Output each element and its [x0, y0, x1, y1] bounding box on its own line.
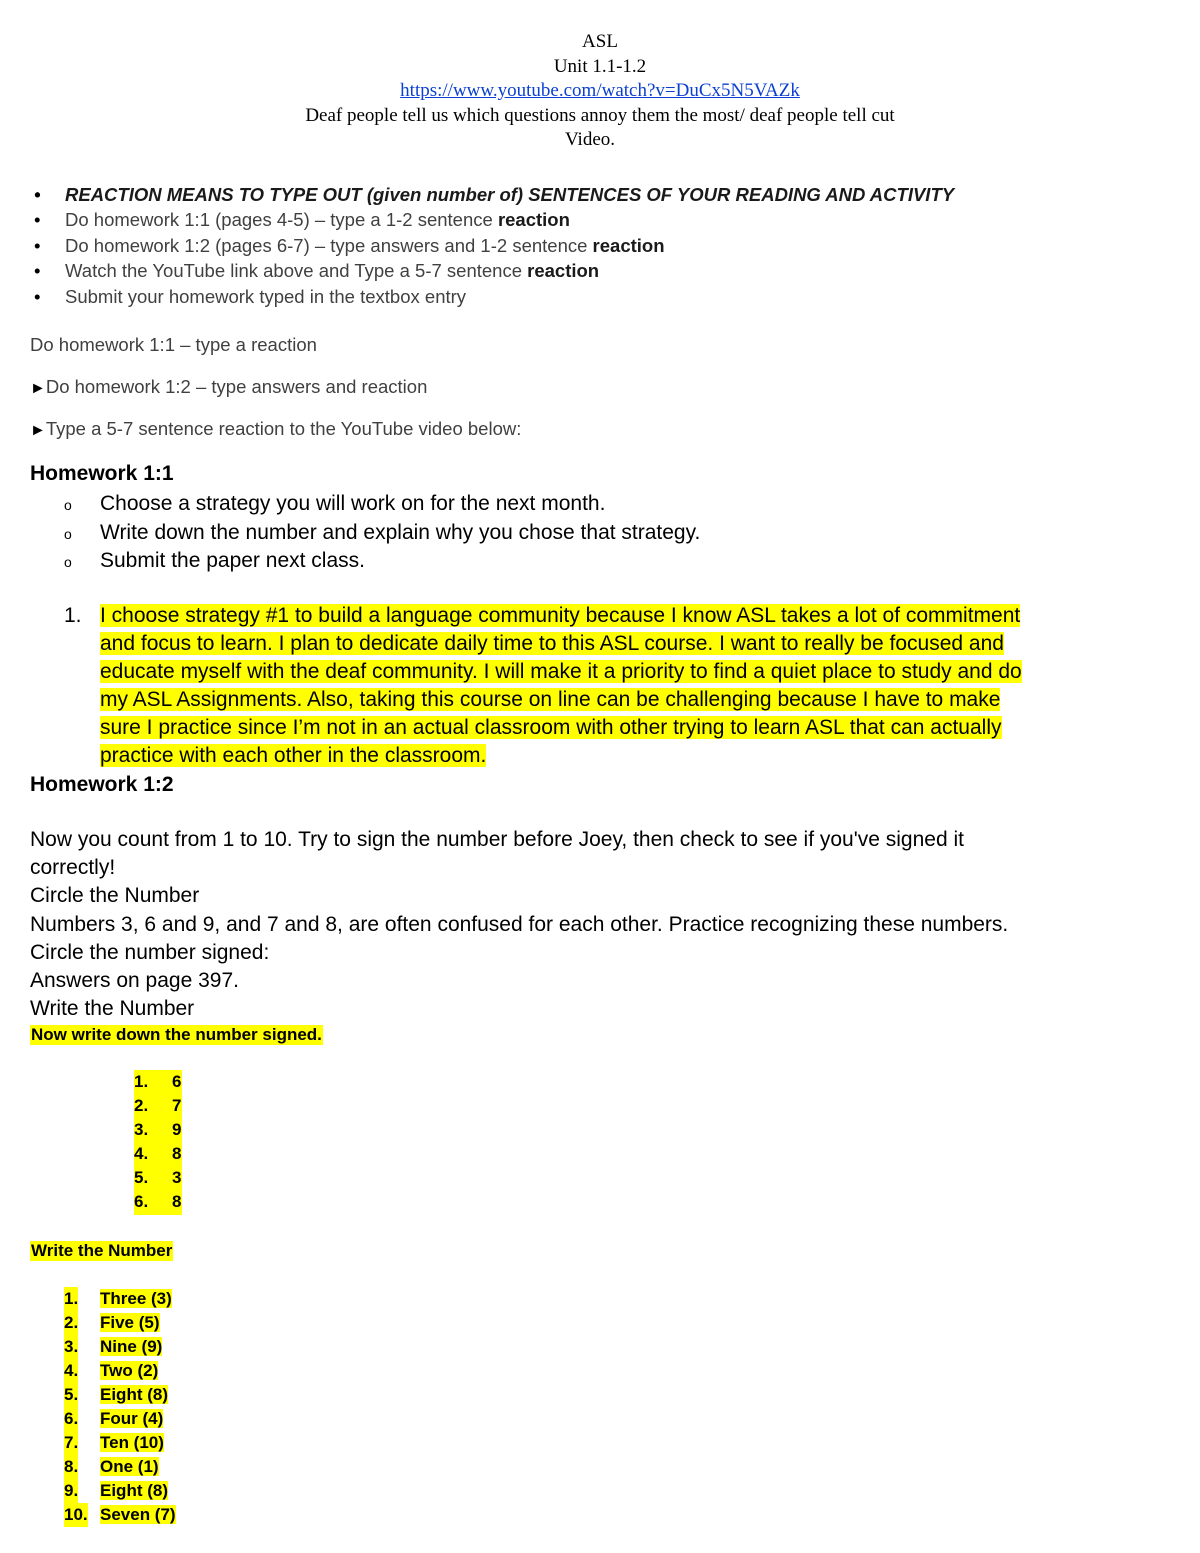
- youtube-link[interactable]: https://www.youtube.com/watch?v=DuCx5N5VAZk: [400, 80, 800, 101]
- list-item: 5. 3: [134, 1166, 182, 1190]
- video-description-cont: Video.: [564, 129, 616, 150]
- hw2-line: Now you count from 1 to 10. Try to sign the number before Joey, then check to see if you've signed it: [30, 828, 964, 851]
- list-item: 3. 9: [134, 1118, 182, 1142]
- homework-1-1-heading: Homework 1:1: [30, 462, 174, 485]
- instruction-list: [30, 182, 954, 309]
- answer-line: educate myself with the deaf community. I will make it a priority to find a quiet place to study and do: [100, 660, 1022, 683]
- document-title: ASL: [582, 31, 618, 52]
- instruction-item: • Submit your homework typed in the textbox entry: [34, 285, 467, 307]
- list-item: 4. Two (2): [64, 1359, 176, 1383]
- homework-1-2-heading: Homework 1:2: [30, 773, 174, 796]
- unit-label: Unit 1.1-1.2: [553, 55, 647, 77]
- list-item: o Choose a strategy you will work on for the next month.: [64, 492, 606, 515]
- hw2-line: Circle the number signed:: [30, 940, 270, 964]
- list-item: o Write down the number and explain why you chose that strategy.: [64, 520, 701, 544]
- list-item: 7. Ten (10): [64, 1431, 176, 1455]
- answer-line: my ASL Assignments. Also, taking this course on line can be challenging because I have to make: [100, 688, 1001, 711]
- instruction-item: • Do homework 1:1 (pages 4-5) – type a 1-2 sentence reaction: [34, 209, 570, 231]
- list-item: 3. Nine (9): [64, 1335, 176, 1359]
- list-item: 2. 7: [134, 1094, 182, 1118]
- video-description: Deaf people tell us which questions annoy them the most/ deaf people tell cut: [305, 104, 895, 126]
- arrow-icon: ►: [30, 380, 46, 397]
- instruction-item: • Do homework 1:2 (pages 6-7) – type answers and 1-2 sentence reaction: [34, 234, 665, 256]
- answer-line: practice with each other in the classroom.: [100, 744, 487, 767]
- answer-line: sure I practice since I’m not in an actual classroom with other trying to learn ASL that can actually: [100, 716, 1002, 739]
- list-item: 9. Eight (8): [64, 1479, 176, 1503]
- answer-number: 1.: [64, 604, 82, 627]
- written-number-list: [64, 1287, 176, 1527]
- instruction-item: • Watch the YouTube link above and Type a 5-7 sentence reaction: [34, 260, 600, 282]
- write-number-label: Write the Number: [31, 1241, 173, 1260]
- hw2-line: Answers on page 397.: [30, 969, 239, 993]
- homework-1-1-list: [64, 490, 700, 576]
- list-item: 6. 8: [134, 1190, 182, 1214]
- answer-line: I choose strategy #1 to build a language community because I know ASL takes a lot of commitment: [100, 604, 1021, 627]
- hw2-line: Circle the Number: [30, 884, 200, 908]
- write-down-label: Now write down the number signed.: [31, 1025, 322, 1044]
- list-item: 1. Three (3): [64, 1287, 176, 1311]
- hw2-line: Write the Number: [30, 997, 195, 1021]
- list-item: 10. Seven (7): [64, 1503, 176, 1527]
- answer-line: and focus to learn. I plan to dedicate daily time to this ASL course. I want to really be focused and: [100, 632, 1004, 655]
- strategy-answer: [64, 602, 1164, 770]
- homework-1-2-text: [30, 826, 1150, 1023]
- task-line-1: Do homework 1:1 – type a reaction: [30, 334, 317, 355]
- hw2-line: Numbers 3, 6 and 9, and 7 and 8, are often confused for each other. Practice recognizing these numbers.: [30, 912, 1009, 936]
- list-item: 6. Four (4): [64, 1407, 176, 1431]
- instruction-item: • REACTION MEANS TO TYPE OUT (given number of) SENTENCES OF YOUR READING AND ACTIVITY: [34, 184, 955, 205]
- list-item: o Submit the paper next class.: [64, 549, 365, 572]
- arrow-icon: ►: [30, 422, 46, 439]
- document-header: [0, 30, 1200, 153]
- list-item: 5. Eight (8): [64, 1383, 176, 1407]
- list-item: 4. 8: [134, 1142, 182, 1166]
- hw2-line: correctly!: [30, 856, 116, 880]
- list-item: 8. One (1): [64, 1455, 176, 1479]
- task-line-3: ►Type a 5-7 sentence reaction to the YouTube video below:: [30, 418, 522, 439]
- task-line-2: ►Do homework 1:2 – type answers and reaction: [30, 376, 428, 397]
- signed-number-list: [134, 1070, 182, 1215]
- list-item: 2. Five (5): [64, 1311, 176, 1335]
- list-item: 1. 6: [134, 1070, 182, 1094]
